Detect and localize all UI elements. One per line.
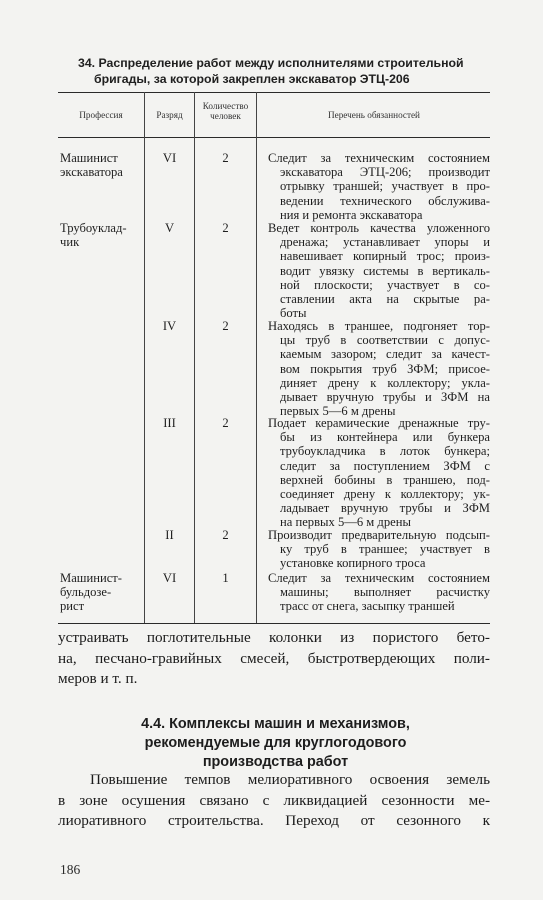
paragraph-line: устраивать поглотительные колонки из пористого бето- — [58, 629, 490, 646]
duty-line: ния и ремонта экскаватора — [280, 207, 423, 222]
header-grade: Разряд — [156, 110, 183, 120]
duty-line: трубоукладчика в лоток бункера; — [280, 444, 490, 459]
cell-duties — [268, 221, 490, 320]
duty-line: ку труб в траншее; участвует в — [280, 542, 490, 557]
duty-line: боты — [280, 306, 307, 321]
section-paragraph — [58, 770, 490, 832]
cell-grade: V — [164, 221, 175, 235]
paragraph-line: Повышение темпов мелиоративного освоения земель — [90, 771, 490, 788]
cell-grade: VI — [162, 151, 177, 165]
table-header-rule — [58, 137, 490, 138]
header-duties: Перечень обязанностей — [328, 110, 420, 120]
header-profession: Профессия — [79, 110, 123, 120]
cell-grade: III — [163, 416, 176, 430]
cell-count: 2 — [222, 528, 229, 542]
cell-profession-line: бульдозе- — [60, 585, 112, 600]
duty-line: Следит за техническим состоянием — [268, 571, 490, 585]
cell-profession-line: Машинист- — [60, 571, 122, 585]
cell-duties — [268, 571, 490, 614]
paragraph-line: на, песчано-гравийных смесей, быстротвердеющих поли- — [58, 649, 490, 667]
duty-line: Производит предварительную подсып- — [268, 528, 490, 542]
duty-line: машины; выполняет расчистку — [280, 585, 490, 600]
duty-line: цы труб в соответствии с допус- — [280, 333, 490, 348]
duty-line: верхней бобины в траншею, под- — [280, 472, 490, 487]
cell-count: 2 — [222, 416, 229, 430]
duty-line: трасс от снега, засыпку траншей — [280, 599, 455, 614]
paragraph-line: лиоративного строительства. Переход от сезонного к — [58, 812, 490, 830]
column-divider — [144, 92, 145, 623]
section-heading-line: 4.4. Комплексы машин и механизмов, — [141, 716, 410, 732]
table-title — [78, 55, 488, 87]
header-count-line: человек — [210, 111, 241, 121]
duty-line: дывает вручную трубы и ЗФМ на — [280, 390, 490, 405]
duty-line: отрывку траншей; участвует в про- — [280, 179, 490, 194]
page-number: 186 — [60, 862, 81, 877]
column-divider — [194, 92, 195, 623]
duty-line: диняет дрену к коллектору; укла- — [280, 375, 490, 390]
duty-line: ставлении акта на скрытые ра- — [280, 292, 490, 307]
cell-profession-line: Машинист — [60, 151, 118, 165]
header-count — [195, 101, 256, 121]
duty-line: каемым зазором; следит за качест- — [280, 347, 490, 362]
table-title-line: бригады, за которой закреплен экскаватор ЭТЦ-206 — [94, 72, 410, 86]
cell-duties — [268, 319, 490, 418]
duty-line: навешивает копирный трос; произ- — [280, 249, 490, 264]
cell-duties — [268, 151, 490, 222]
duty-line: Находясь в траншее, подгоняет тор- — [268, 319, 490, 333]
duty-line: ладывает вручную трубы и ЗФМ — [280, 501, 490, 516]
duty-line: соединяет дрену к коллектору; ук- — [280, 487, 490, 502]
cell-profession-line: экскаватора — [60, 165, 123, 180]
column-divider — [256, 92, 257, 623]
duty-line: экскаватора ЭТЦ-206; производит — [280, 165, 490, 180]
duty-line: бы из контейнера или бункера — [280, 430, 490, 445]
cell-grade: II — [165, 528, 174, 542]
duty-line: дренажа; устанавливает упоры и — [280, 235, 490, 250]
duty-line: Подает керамические дренажные тру- — [268, 416, 490, 430]
paragraph-after-table — [58, 628, 490, 690]
cell-duties — [268, 416, 490, 530]
duty-line: ведении технического обслужива- — [280, 193, 490, 208]
duty-line: вом покрытия труб ЗФМ; присое- — [280, 361, 490, 376]
duty-line: Ведет контроль качества уложенного — [268, 221, 490, 235]
header-count-line: Количество — [202, 101, 249, 111]
duty-line: установке копирного троса — [280, 556, 426, 571]
table-title-line: 34. Распределение работ между исполнителями строительной — [78, 56, 464, 70]
cell-duties — [268, 528, 490, 571]
section-heading-line: производства работ — [202, 754, 349, 770]
duty-line: первых 5—6 м дрены — [280, 404, 396, 419]
cell-grade: IV — [162, 319, 177, 333]
cell-count: 2 — [222, 319, 229, 333]
table-top-rule — [58, 92, 490, 93]
cell-grade: VI — [162, 571, 177, 585]
duty-line: на первых 5—6 м дрены — [280, 515, 411, 530]
cell-profession-line: чик — [60, 235, 80, 250]
cell-profession — [60, 571, 122, 614]
cell-count: 2 — [222, 221, 229, 235]
section-heading — [98, 715, 453, 772]
cell-profession — [60, 221, 127, 249]
duty-line: ной плоскости; участвует в со- — [280, 277, 490, 292]
paragraph-line: меров и т. п. — [58, 670, 138, 688]
section-heading-line: рекомендуемые для круглогодового — [144, 735, 407, 751]
duty-line: следит за поступлением ЗФМ с — [280, 458, 490, 473]
cell-profession — [60, 151, 123, 179]
cell-profession-line: рист — [60, 599, 85, 614]
table-bottom-rule — [58, 623, 490, 624]
cell-count: 1 — [222, 571, 229, 585]
cell-count: 2 — [222, 151, 229, 165]
duty-line: Следит за техническим состоянием — [268, 151, 490, 165]
cell-profession-line: Трубоуклад- — [60, 221, 127, 235]
duty-line: водит увязку системы в вертикаль- — [280, 263, 490, 278]
paragraph-line: в зоне осушения связано с ликвидацией сезонности ме- — [58, 791, 490, 809]
